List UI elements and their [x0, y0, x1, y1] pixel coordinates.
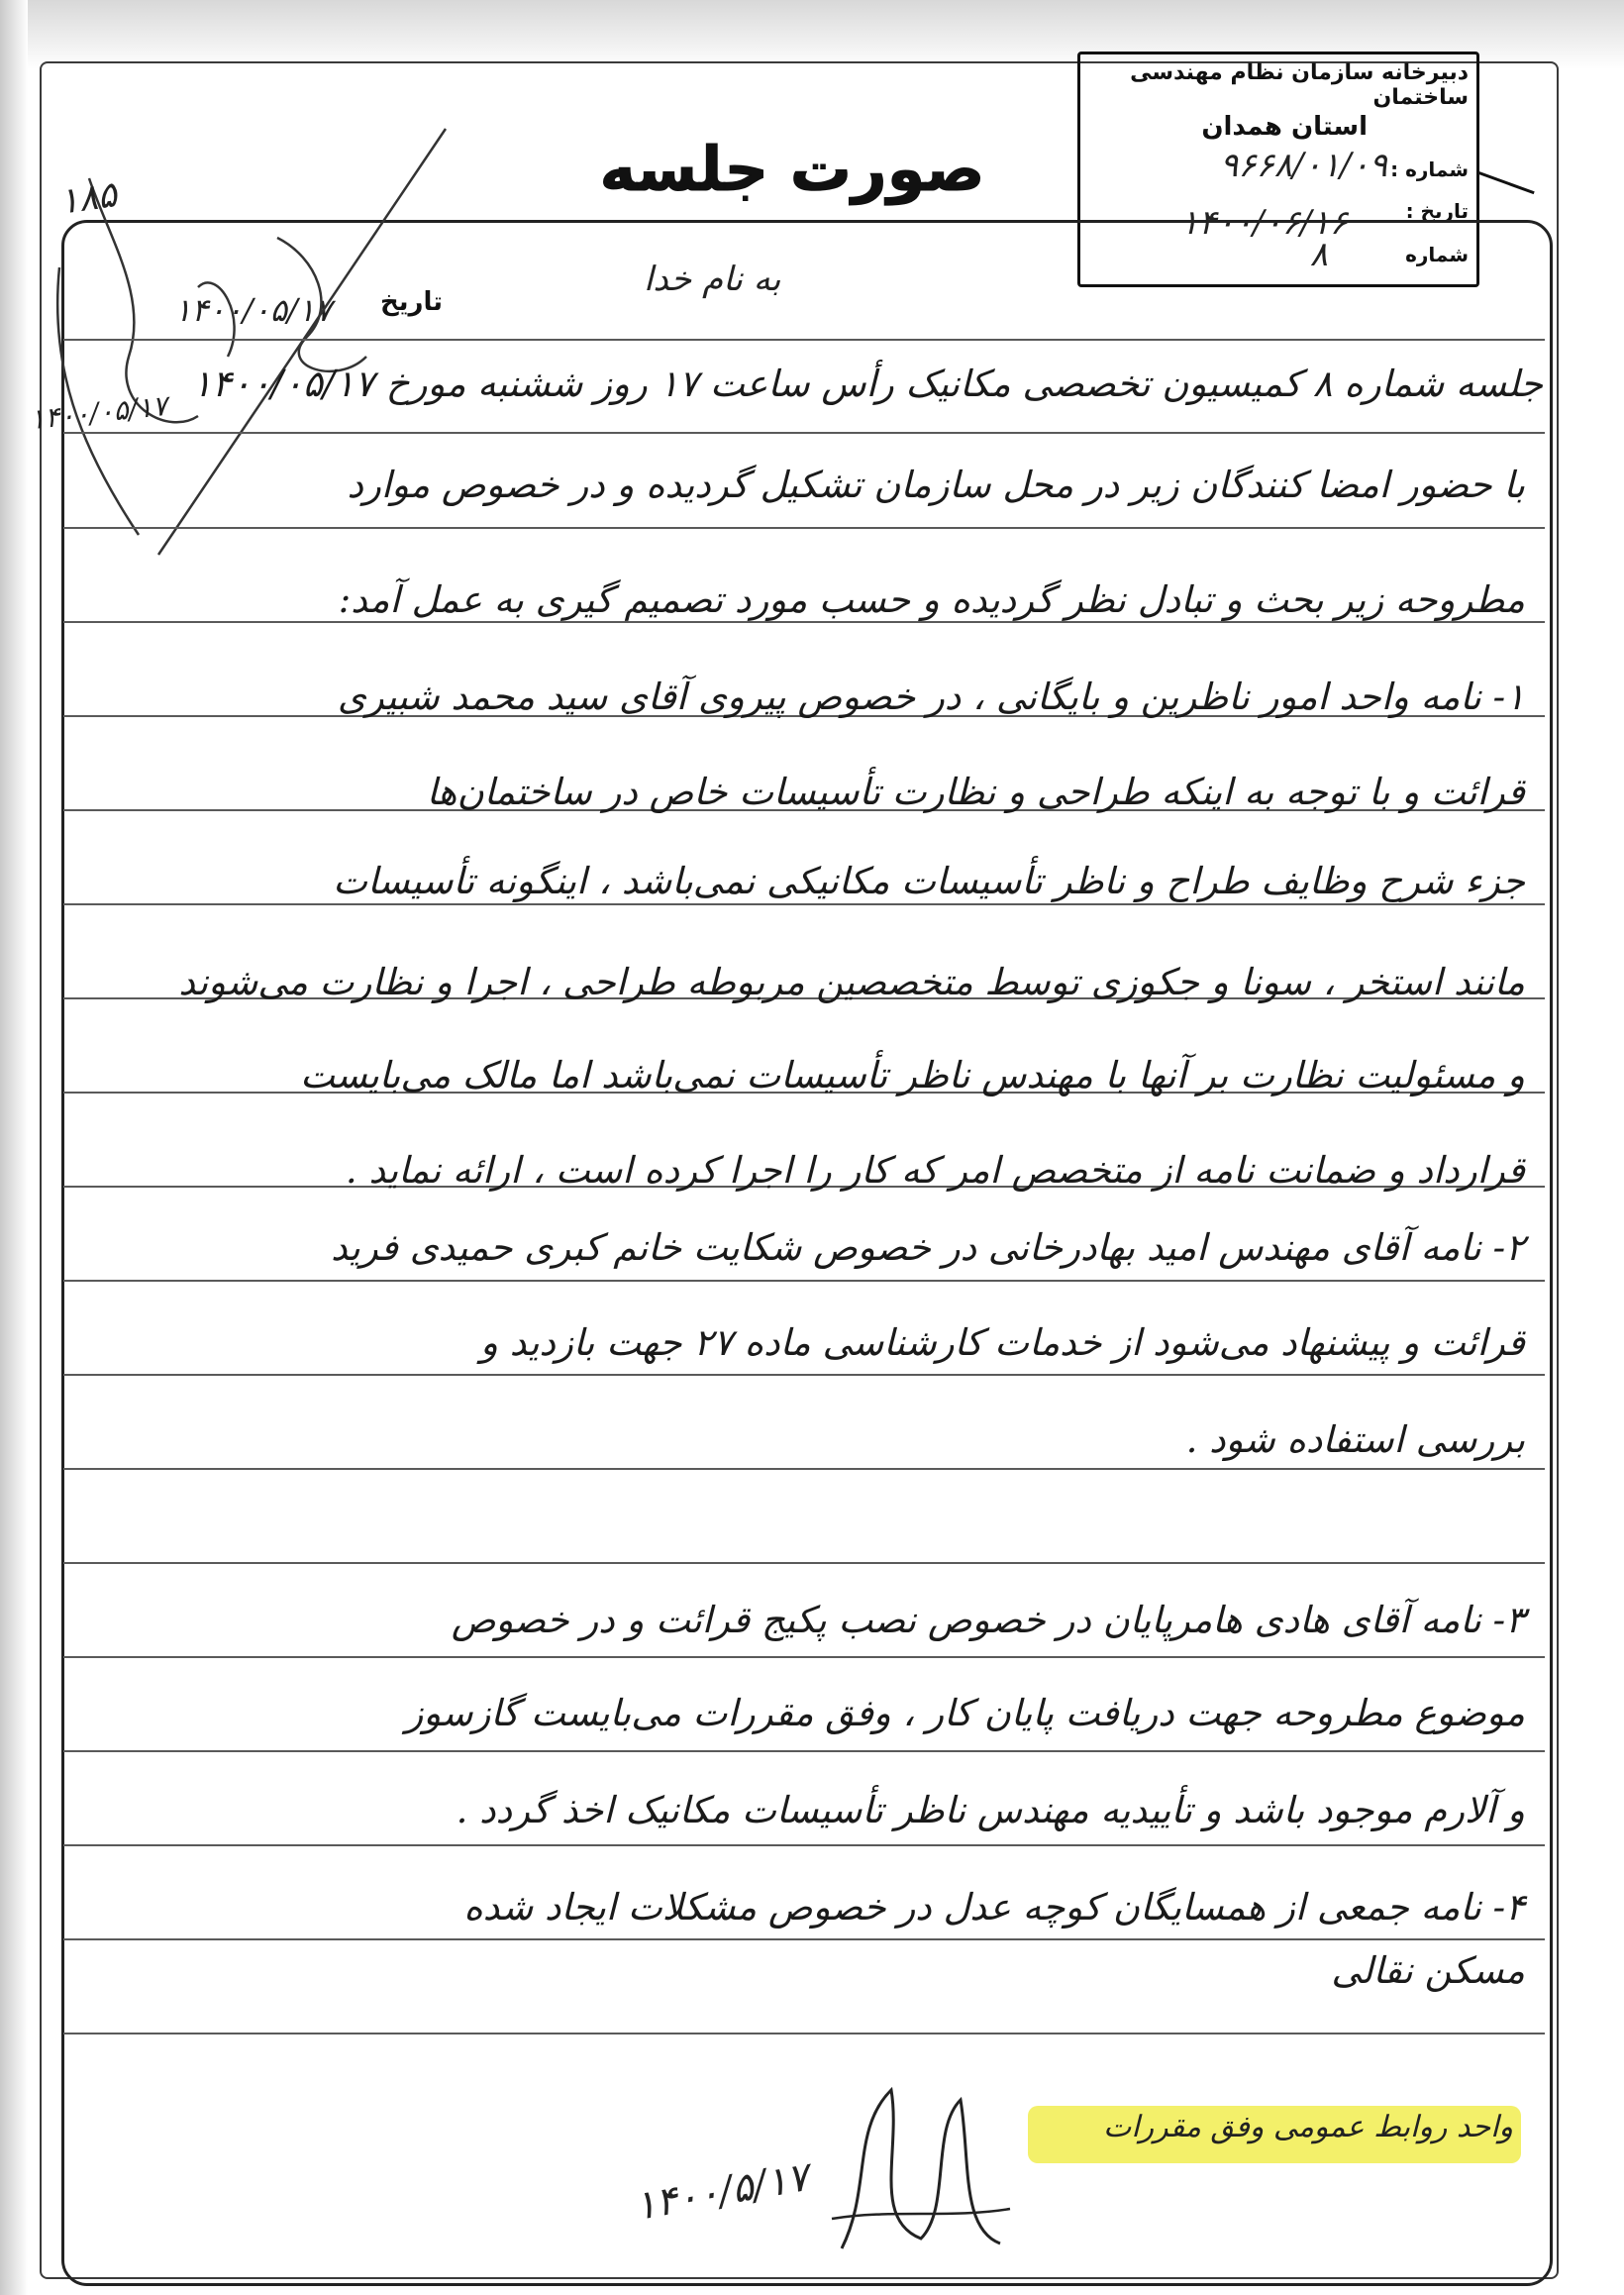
salutation: به نام خدا — [644, 260, 781, 299]
ruled-line — [63, 1468, 1545, 1470]
minutes-line: ۳- نامه آقای هادی هامرپایان در خصوص نصب پکیج قرائت و در خصوص — [451, 1599, 1525, 1641]
minutes-line: جزء شرح وظایف طراح و ناظر تأسیسات مکانیکی نمی‌باشد ، اینگونه تأسیسات — [333, 860, 1525, 902]
minutes-line: قرائت و پیشنهاد می‌شود از خدمات کارشناسی ماده ۲۷ جهت بازدید و — [480, 1321, 1525, 1364]
ruled-line — [63, 527, 1545, 529]
margin-note-date: ۱۴۰۰/۰۵/۱۷ — [28, 388, 169, 437]
ruled-line — [63, 1280, 1545, 1282]
stamp-date-value: ۱۴۰۰/۰۶/۱۶ — [1179, 203, 1348, 243]
stamp-number-value: ۹۶۶۸/۰۱/۰۹ — [1219, 146, 1387, 185]
minutes-line: ۴- نامه جمعی از همسایگان کوچه عدل در خصوص مشکلات ایجاد شده — [463, 1886, 1525, 1929]
ruled-line — [63, 1938, 1545, 1940]
ruled-line — [63, 339, 1545, 341]
routing-note: واحد روابط عمومی وفق مقررات — [1103, 2110, 1513, 2144]
minutes-line: مطروحه زیر بحث و تبادل نظر گردیده و حسب مورد تصمیم گیری به عمل آمد: — [338, 578, 1525, 621]
ruled-line — [63, 1562, 1545, 1564]
minutes-line: و آلارم موجود باشد و تأییدیه مهندس ناظر تأسیسات مکانیک اخذ گردد . — [456, 1789, 1525, 1831]
ruled-line — [63, 1750, 1545, 1752]
stamp-province: استان همدان — [1201, 112, 1368, 142]
minutes-line: مسکن نقالی — [1331, 1949, 1525, 1992]
minutes-line: بررسی استفاده شود . — [1185, 1418, 1525, 1461]
margin-note-number: ۱۸۵ — [56, 174, 120, 223]
ruled-line — [63, 903, 1545, 905]
ruled-line — [63, 1656, 1545, 1658]
minutes-line: و مسئولیت نظارت بر آنها با مهندس ناظر تأسیسات نمی‌باشد اما مالک می‌بایست — [300, 1054, 1525, 1096]
form-title: صورت جلسه — [599, 133, 985, 205]
minutes-line: قرائت و با توجه به اینکه طراحی و نظارت تأسیسات خاص در ساختمان‌ها — [426, 771, 1525, 813]
minutes-line: ۲- نامه آقای مهندس امید بهادرخانی در خصوص شکایت خانم کبری حمیدی فرید — [331, 1226, 1525, 1269]
minutes-line: قرارداد و ضمانت نامه از متخصص امر که کار را اجرا کرده است ، ارائه نماید . — [345, 1149, 1525, 1192]
routing-date: ۱۴۰۰/۵/۱۷ — [631, 2153, 812, 2231]
minutes-line: مانند استخر ، سونا و جکوزی توسط متخصصین مربوطه طراحی ، اجرا و نظارت می‌شوند — [178, 961, 1525, 1003]
form-date-label: تاریخ — [380, 287, 443, 317]
ruled-line — [63, 1844, 1545, 1846]
signature — [812, 2070, 1020, 2258]
stamp-attachment-label: شماره — [1405, 243, 1469, 266]
stamp-number-label: شماره : — [1390, 157, 1469, 181]
stamp-org-line: دبیرخانه سازمان نظام مهندسی ساختمان — [1130, 60, 1469, 110]
ruled-line — [63, 432, 1545, 434]
minutes-line: با حضور امضا کنندگان زیر در محل سازمان تشکیل گردیده و در خصوص موارد — [347, 464, 1525, 506]
stamp-attachment-value: ۸ — [1309, 235, 1328, 274]
ruled-line — [63, 1374, 1545, 1376]
ruled-line — [63, 621, 1545, 623]
ruled-line — [63, 2033, 1545, 2034]
form-date-value: ۱۴۰۰/۰۵/۱۷ — [174, 291, 333, 329]
minutes-line: جلسه شماره ۸ کمیسیون تخصصی مکانیک رأس ساعت ۱۷ روز ششنبه مورخ ۱۴۰۰/۰۵/۱۷ — [192, 363, 1543, 405]
minutes-line: ۱- نامه واحد امور ناظرین و بایگانی ، در خصوص پیروی آقای سید محمد شبیری — [337, 676, 1525, 718]
stamp-date-label: تاریخ : — [1405, 199, 1469, 223]
minutes-line: موضوع مطروحه جهت دریافت پایان کار ، وفق مقررات می‌بایست گازسوز — [405, 1692, 1525, 1734]
